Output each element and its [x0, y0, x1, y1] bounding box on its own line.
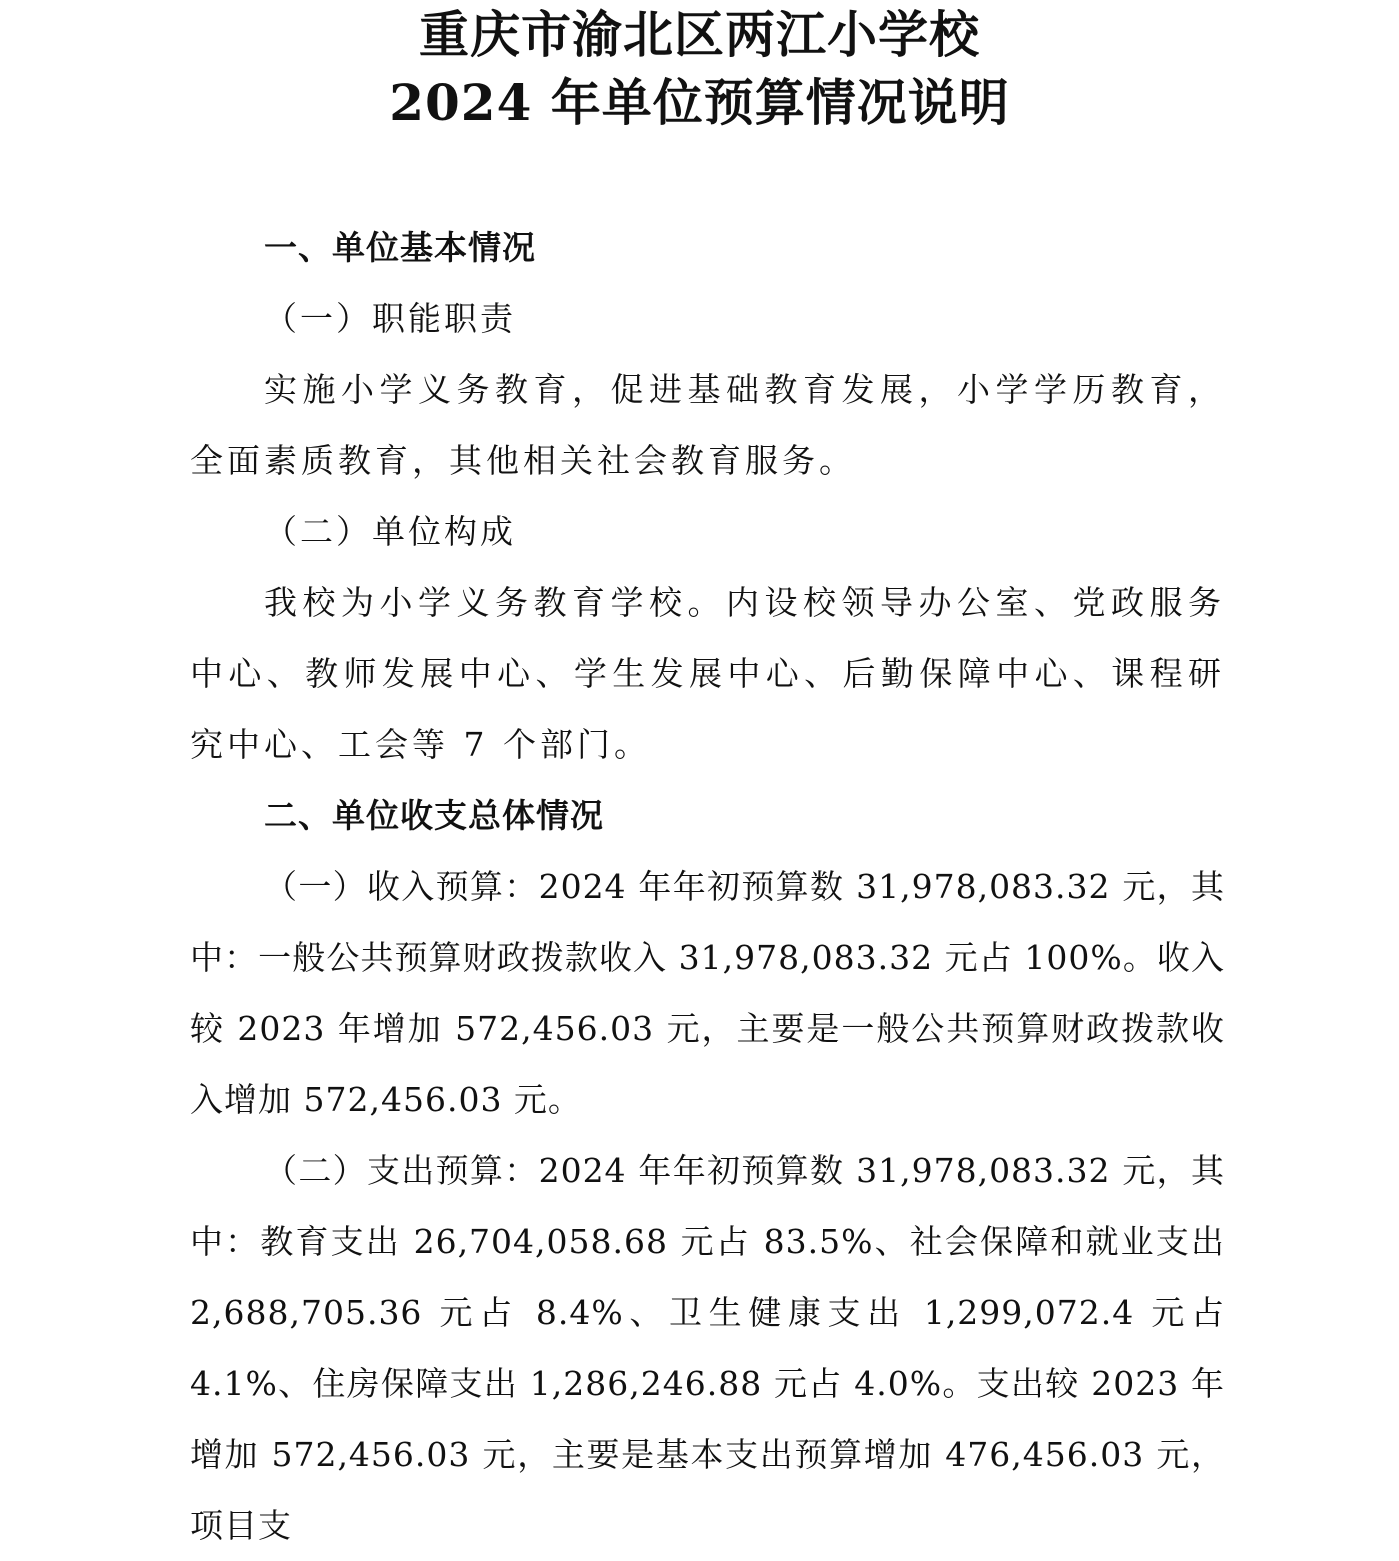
document-body — [190, 212, 1225, 1561]
section-1-heading: 一、单位基本情况 — [264, 228, 536, 267]
document-title-line-2: 2024 年单位预算情况说明 — [389, 73, 1010, 132]
section-1-sub-2-heading: （二）单位构成 — [264, 512, 516, 551]
document-title-line-1: 重庆市渝北区两江小学校 — [419, 5, 980, 64]
expense-budget-paragraph: （二）支出预算：2024 年年初预算数 31,978,083.32 元，其中：教育支出 26,704,058.68 元占 83.5%、社会保障和就业支出 2,688,705.36 元占 8.4%、卫生健康支出 1,299,072.4 元占 4.1%、住房保障支出 1,286,246.88 元占 4.0%。支出较 2023 年增加 572,456.03 元，主要是基本支出预算增加 476,456.03 元，项目支 — [190, 1151, 1225, 1545]
section-2-heading: 二、单位收支总体情况 — [264, 796, 604, 835]
section-1-sub-2-paragraph: 我校为小学义务教育学校。内设校领导办公室、党政服务中心、教师发展中心、学生发展中心、后勤保障中心、课程研究中心、工会等 7 个部门。 — [190, 583, 1225, 764]
section-1-sub-1-heading: （一）职能职责 — [264, 299, 516, 338]
section-1-sub-1-paragraph: 实施小学义务教育，促进基础教育发展，小学学历教育，全面素质教育，其他相关社会教育服务。 — [190, 370, 1225, 480]
income-budget-paragraph: （一）收入预算：2024 年年初预算数 31,978,083.32 元，其中：一般公共预算财政拨款收入 31,978,083.32 元占 100%。收入较 2023 年增加 572,456.03 元，主要是一般公共预算财政拨款收入增加 572,456.03 元。 — [190, 867, 1225, 1119]
